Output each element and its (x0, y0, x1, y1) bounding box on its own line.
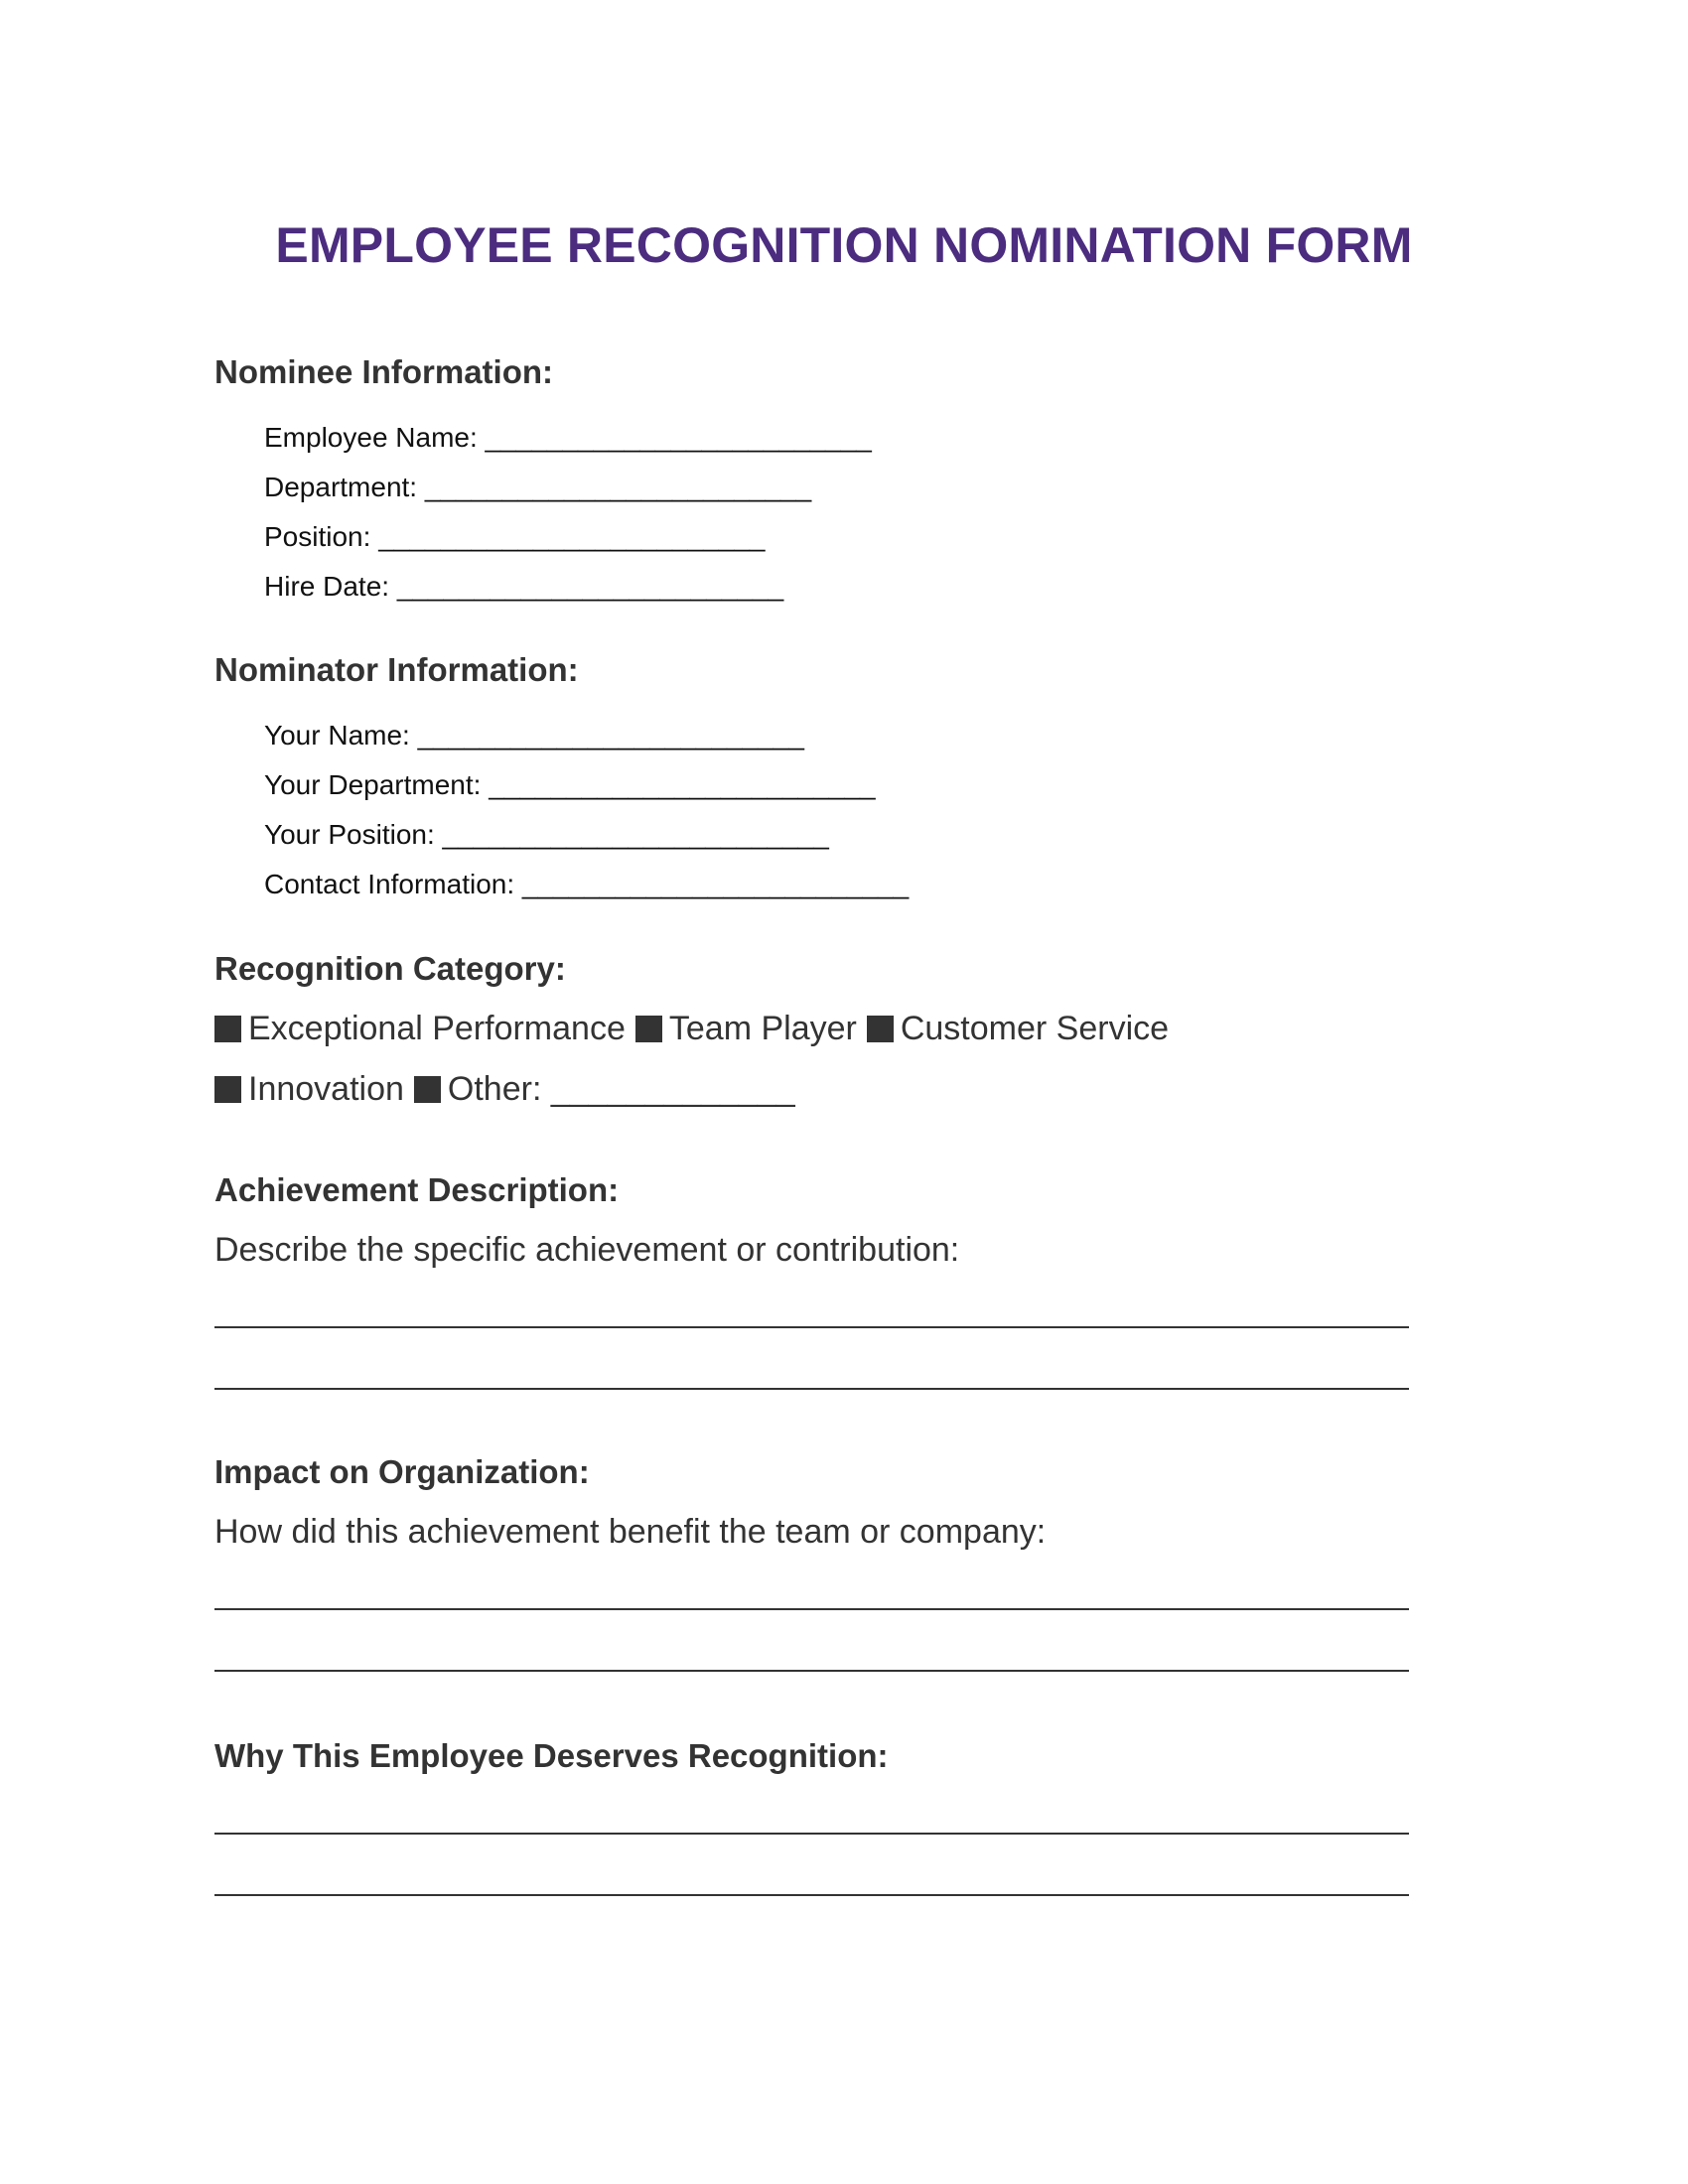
category-option-label: Customer Service (900, 1010, 1170, 1047)
impact-prompt: How did this achievement benefit the team or company: (214, 1513, 1047, 1551)
checkbox-icon[interactable] (414, 1076, 441, 1103)
category-option-label: Other: _____________ (447, 1070, 795, 1108)
your-position-label: Your Position: (264, 819, 435, 850)
nominator-heading: Nominator Information: (214, 651, 579, 688)
checkbox-icon[interactable] (214, 1076, 241, 1103)
your-department-field[interactable] (264, 769, 876, 801)
employee-name-field[interactable] (264, 422, 872, 454)
nominee-heading: Nominee Information: (214, 353, 554, 390)
achievement-line-1[interactable] (214, 1326, 1409, 1328)
checkbox-icon[interactable] (635, 1016, 662, 1042)
checkbox-icon[interactable] (867, 1016, 894, 1042)
category-heading: Recognition Category: (214, 950, 566, 987)
category-row-1 (214, 1010, 1179, 1048)
your-name-field[interactable] (264, 720, 804, 751)
position-field[interactable] (264, 521, 766, 553)
your-department-label: Your Department: (264, 769, 482, 800)
impact-line-2[interactable] (214, 1670, 1409, 1672)
your-name-blank[interactable]: _________________________ (417, 720, 804, 751)
department-blank[interactable]: _________________________ (424, 472, 812, 502)
impact-line-1[interactable] (214, 1608, 1409, 1610)
hire-date-label: Hire Date: (264, 571, 390, 602)
department-label: Department: (264, 472, 418, 502)
category-option-label: Team Player (668, 1010, 857, 1047)
contact-information-blank[interactable]: _________________________ (521, 869, 910, 899)
category-option-exceptional-performance[interactable] (214, 1010, 626, 1048)
your-name-label: Your Name: (264, 720, 410, 751)
achievement-heading: Achievement Description: (214, 1171, 620, 1208)
category-option-innovation[interactable] (214, 1070, 404, 1109)
category-option-label: Exceptional Performance (248, 1010, 626, 1047)
your-position-field[interactable] (264, 819, 829, 851)
category-option-customer-service[interactable] (867, 1010, 1169, 1048)
why-heading: Why This Employee Deserves Recognition: (214, 1737, 889, 1774)
your-department-blank[interactable]: _________________________ (489, 769, 876, 800)
achievement-prompt: Describe the specific achievement or contribution: (214, 1231, 960, 1269)
category-option-other[interactable] (414, 1070, 795, 1109)
impact-heading: Impact on Organization: (214, 1453, 590, 1490)
department-field[interactable] (264, 472, 811, 503)
position-label: Position: (264, 521, 371, 552)
contact-information-label: Contact Information: (264, 869, 515, 899)
why-line-2[interactable] (214, 1894, 1409, 1896)
category-option-team-player[interactable] (635, 1010, 857, 1048)
hire-date-field[interactable] (264, 571, 783, 603)
contact-information-field[interactable] (264, 869, 909, 900)
position-blank[interactable]: _________________________ (378, 521, 766, 552)
employee-name-blank[interactable]: _________________________ (485, 422, 872, 453)
your-position-blank[interactable]: _________________________ (442, 819, 829, 850)
category-option-label: Innovation (248, 1070, 404, 1108)
form-title: EMPLOYEE RECOGNITION NOMINATION FORM (275, 217, 1413, 273)
checkbox-icon[interactable] (214, 1016, 241, 1042)
category-row-2 (214, 1070, 805, 1109)
why-line-1[interactable] (214, 1833, 1409, 1835)
employee-name-label: Employee Name: (264, 422, 478, 453)
achievement-line-2[interactable] (214, 1388, 1409, 1390)
hire-date-blank[interactable]: _________________________ (396, 571, 784, 602)
